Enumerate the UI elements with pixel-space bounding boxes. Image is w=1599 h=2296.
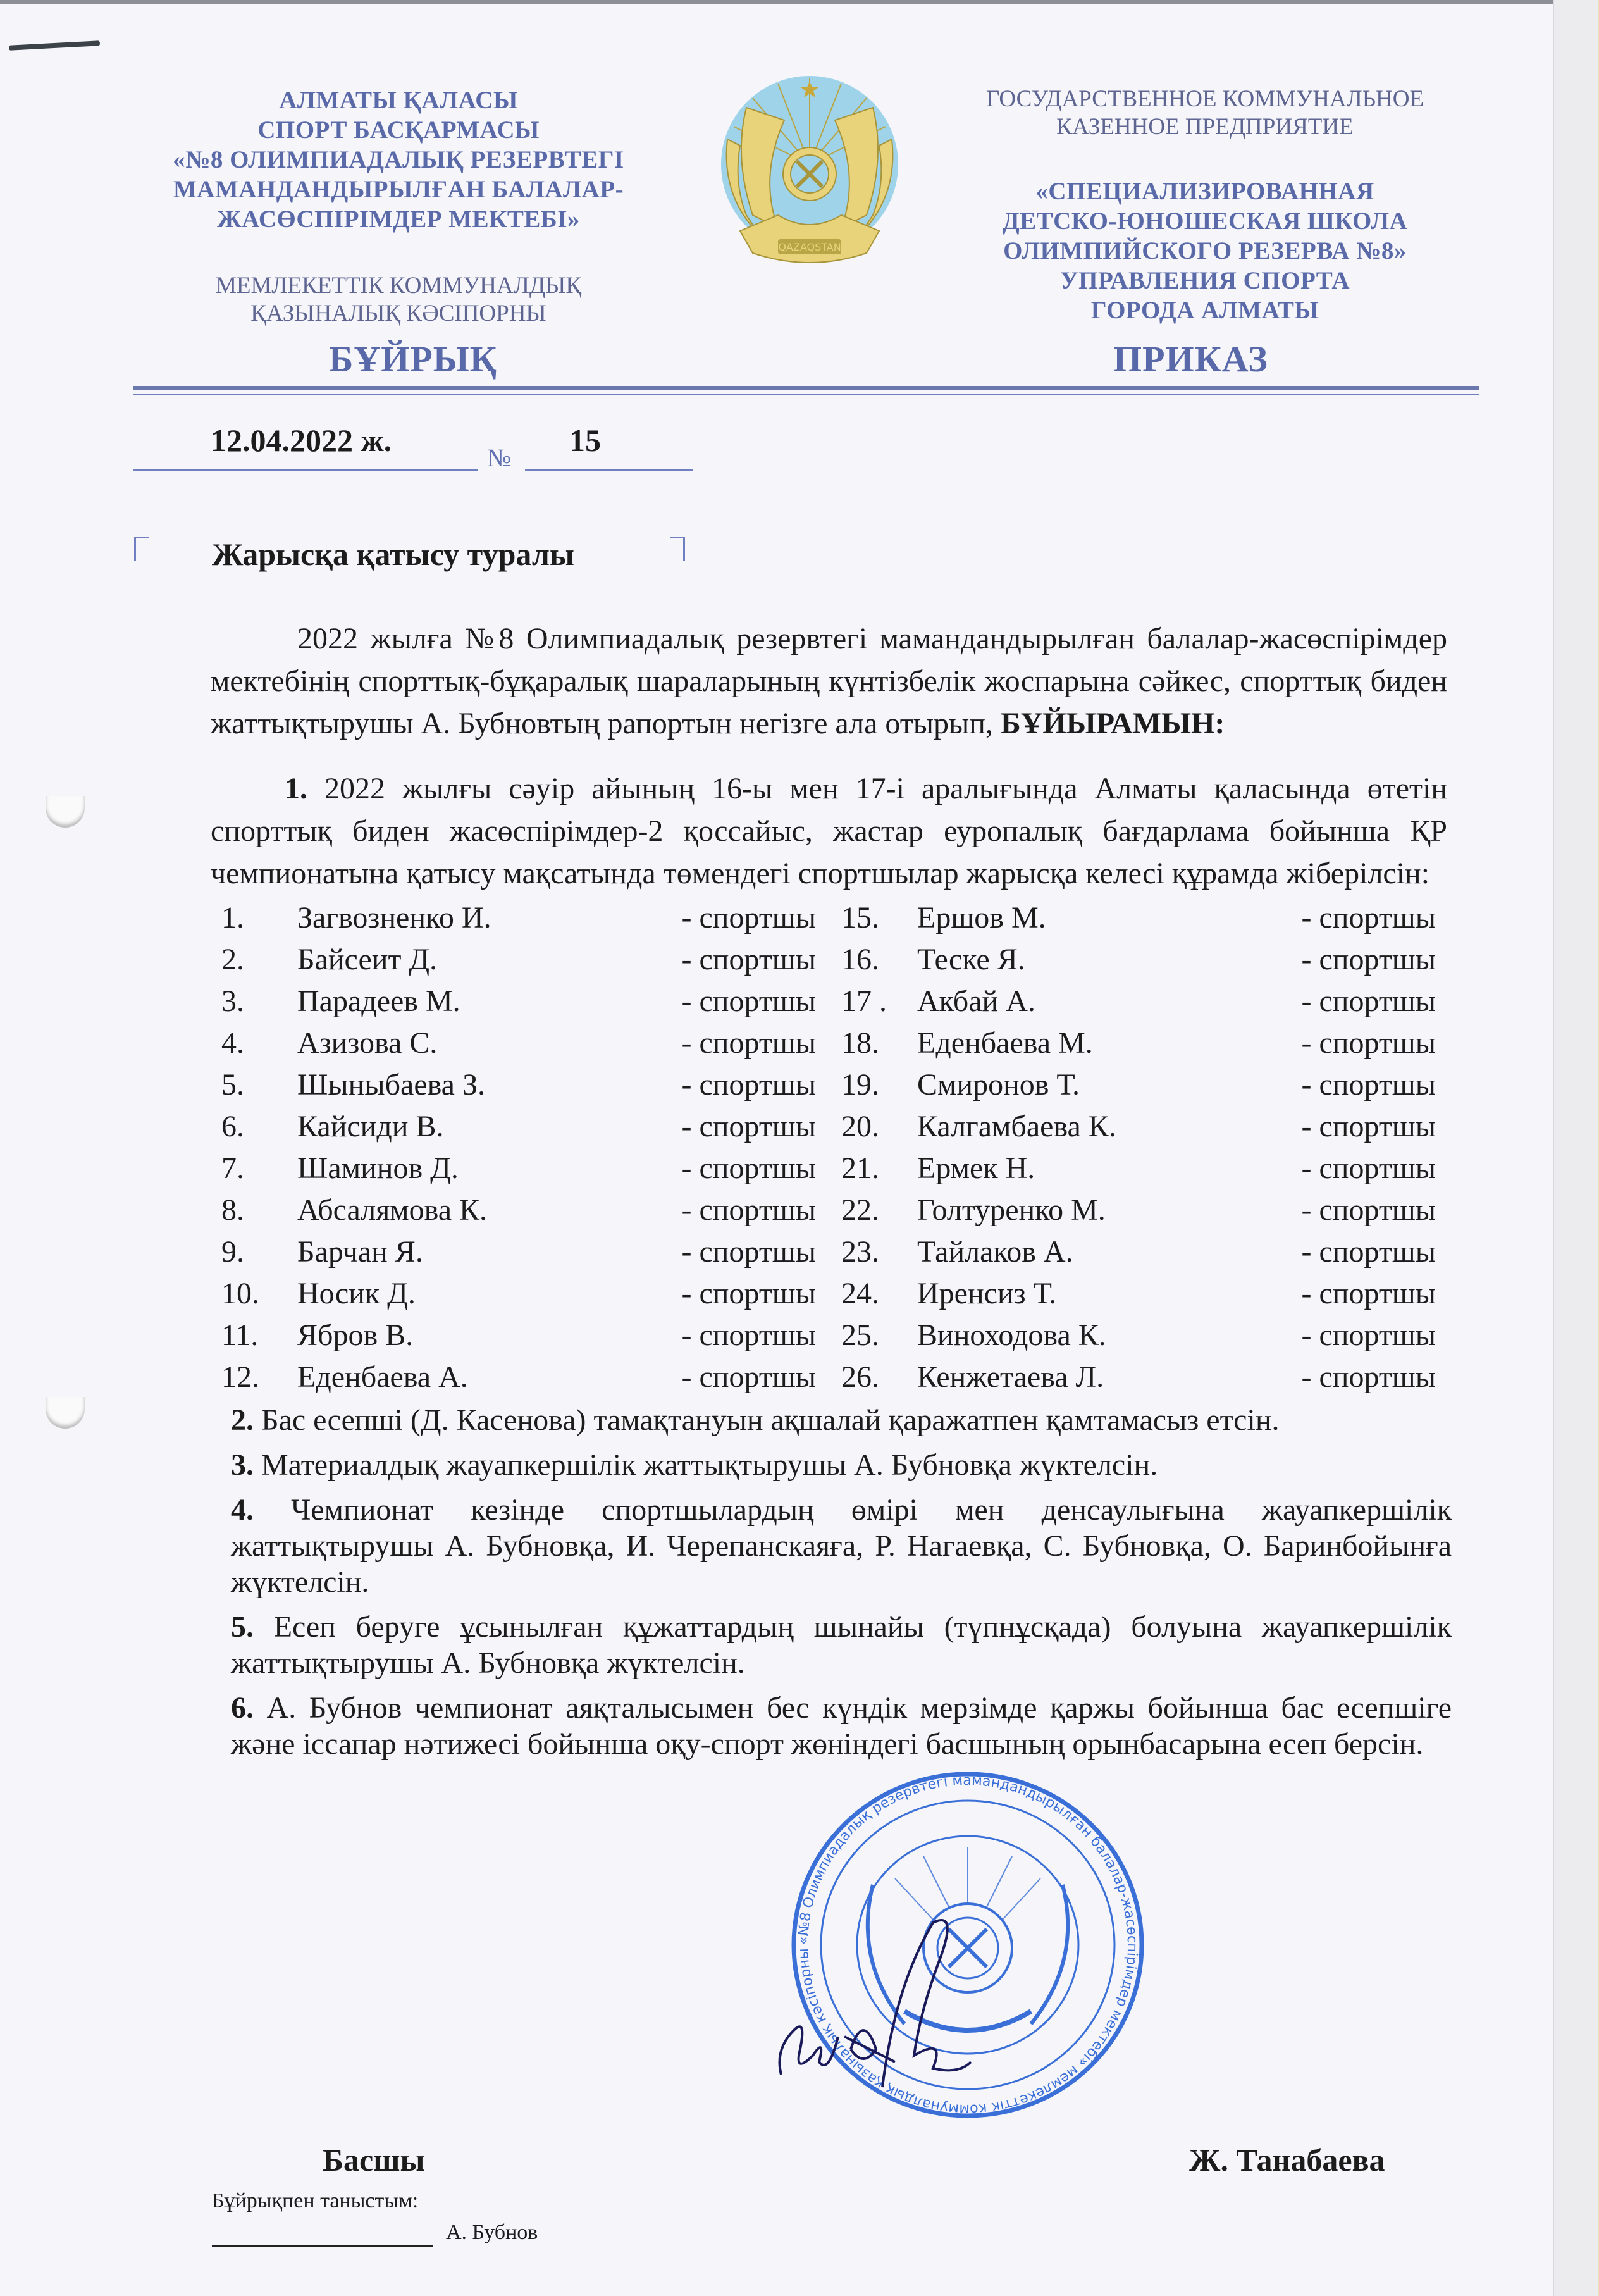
athlete-role: - спортшы	[1301, 1277, 1436, 1310]
athlete-number: 24.	[841, 1277, 879, 1310]
order-subject: Жарысқа қатысу туралы	[212, 537, 574, 572]
athlete-number: 18.	[841, 1026, 879, 1060]
letterhead-left	[158, 85, 639, 328]
athlete-number: 3.	[221, 984, 244, 1018]
clause-text: Чемпионат кезінде спортшылардың өмірі мен денсаулығына жауапкершілік жаттықтырушы А. Бубновқа, И. Черепанскаяға, Р. Нагаевқа, С. Бубновқа, О. Баринбойынға жүктелсін.	[231, 1493, 1452, 1599]
header-divider-group	[133, 386, 1479, 396]
athlete-name: Байсеит Д.	[297, 943, 438, 976]
athlete-row	[221, 1315, 816, 1356]
athlete-row	[841, 981, 1436, 1022]
athlete-role: - спортшы	[1301, 901, 1436, 934]
subject-bracket-left	[134, 537, 149, 561]
athlete-name: Ермек Н.	[917, 1151, 1035, 1185]
athlete-row	[841, 1273, 1436, 1315]
order-number: 15	[569, 423, 601, 458]
athlete-number: 26.	[841, 1360, 879, 1394]
clause-number: 1.	[285, 772, 307, 805]
athlete-number: 8.	[221, 1193, 244, 1227]
athlete-number: 15.	[841, 901, 879, 934]
athlete-number: 20.	[841, 1110, 879, 1143]
athlete-name: Смиронов Т.	[917, 1068, 1080, 1101]
org-line: АЛМАТЫ ҚАЛАСЫ	[279, 87, 518, 114]
clauses-list	[231, 1402, 1452, 1762]
athlete-name: Азизова С.	[297, 1026, 438, 1060]
athlete-row	[841, 939, 1436, 981]
athlete-name: Абсалямова К.	[297, 1193, 488, 1227]
athlete-role: - спортшы	[681, 1277, 816, 1310]
letterhead-right	[933, 85, 1477, 325]
athlete-name: Виноходова К.	[917, 1319, 1106, 1352]
acknowledgement-name: А. Бубнов	[446, 2221, 538, 2244]
clause-number: 6.	[231, 1691, 254, 1725]
clause-number: 2.	[231, 1403, 254, 1437]
athlete-number: 2.	[221, 943, 244, 976]
org-line: «СПЕЦИАЛИЗИРОВАННАЯ	[1035, 178, 1374, 205]
athlete-name: Носик Д.	[297, 1277, 416, 1310]
date-underline	[133, 469, 478, 471]
intro-paragraph	[211, 617, 1447, 745]
clause-text: Материалдық жауапкершілік жаттықтырушы А. Бубновқа жүктелсін.	[261, 1448, 1158, 1482]
header-divider-thin	[133, 394, 1479, 395]
clause-text: А. Бубнов чемпионат аяқталысымен бес күндік мерзімде қаржы бойынша бас есепшіге және іссапар нәтижесі бойынша оқу-спорт жөніндегі басшының орынбасарына есеп берсін.	[231, 1691, 1452, 1761]
athlete-role: - спортшы	[681, 1319, 816, 1352]
athlete-number: 22.	[841, 1193, 879, 1227]
number-underline	[525, 469, 693, 471]
subject-bracket-right	[670, 537, 685, 561]
clause-number: 5.	[231, 1610, 254, 1644]
athlete-row	[221, 981, 816, 1022]
org-line: МАМАНДАНДЫРЫЛҒАН БАЛАЛАР-	[173, 176, 624, 203]
athlete-number: 4.	[221, 1026, 244, 1060]
athlete-number: 21.	[841, 1151, 879, 1185]
org-line: СПОРТ БАСҚАРМАСЫ	[257, 116, 540, 144]
athlete-name: Кайсиди В.	[297, 1110, 444, 1143]
athlete-row	[841, 1315, 1436, 1356]
athlete-number: 1.	[221, 901, 244, 934]
org-line: ОЛИМПИЙСКОГО РЕЗЕРВА №8»	[1003, 237, 1407, 264]
athlete-role: - спортшы	[1301, 1360, 1436, 1394]
athlete-name: Тайлаков А.	[917, 1235, 1073, 1269]
org-line: УПРАВЛЕНИЯ СПОРТА	[1059, 267, 1350, 294]
athlete-row	[841, 1064, 1436, 1106]
emblem-text: QAZAQSTAN	[778, 241, 841, 253]
athlete-number: 9.	[221, 1235, 244, 1269]
athletes-column-left	[221, 897, 816, 1398]
clause-1	[211, 767, 1447, 895]
athlete-row	[221, 1273, 816, 1315]
clause-3	[231, 1447, 1452, 1483]
athlete-role: - спортшы	[681, 1110, 816, 1143]
org-line: ГОРОДА АЛМАТЫ	[1090, 297, 1319, 324]
athlete-role: - спортшы	[1301, 1319, 1436, 1352]
acknowledgement-label: Бұйрықпен таныстым:	[212, 2189, 419, 2212]
athlete-row	[841, 897, 1436, 939]
athlete-row	[221, 897, 816, 939]
org-type-line: ҚАЗЫНАЛЫҚ КӘСІПОРНЫ	[250, 301, 546, 326]
clause-number: 4.	[231, 1493, 254, 1527]
org-line: ДЕТСКО-ЮНОШЕСКАЯ ШКОЛА	[1002, 208, 1408, 235]
athlete-row	[221, 1106, 816, 1148]
intro-text: 2022 жылға №8 Олимпиадалық резервтегі мамандандырылған балалар-жасөспірімдер мектебінің спорттық-бұқаралық шараларының күнтізбелік жоспарына сәйкес, спорттық биден жаттықтырушы А. Бубновтың рапортын негізге ала отырып,	[211, 622, 1447, 740]
clause-number: 3.	[231, 1448, 254, 1482]
signatory-name: Ж. Танабаева	[1189, 2142, 1385, 2178]
athlete-row	[841, 1106, 1436, 1148]
state-emblem-icon	[708, 70, 911, 278]
athlete-role: - спортшы	[681, 943, 816, 976]
athlete-name: Теске Я.	[917, 943, 1025, 976]
command-word: БҰЙЫРАМЫН:	[1000, 707, 1225, 740]
athlete-row	[841, 1022, 1436, 1064]
athlete-role: - спортшы	[681, 1026, 816, 1060]
org-line: ЖАСӨСПІРІМДЕР МЕКТЕБІ»	[217, 206, 580, 233]
athlete-row	[221, 1022, 816, 1064]
athlete-number: 7.	[221, 1151, 244, 1185]
athlete-row	[841, 1231, 1436, 1273]
athletes-column-right	[841, 897, 1436, 1398]
org-type-line: МЕМЛЕКЕТТІК КОММУНАЛДЫҚ	[215, 273, 582, 299]
athlete-row	[221, 1231, 816, 1273]
athlete-name: Голтуренко М.	[917, 1193, 1106, 1227]
athlete-number: 17 .	[841, 984, 887, 1018]
handwritten-signature	[769, 1910, 984, 2106]
athlete-number: 16.	[841, 943, 879, 976]
athlete-number: 23.	[841, 1235, 879, 1269]
athlete-role: - спортшы	[1301, 984, 1436, 1018]
athlete-number: 5.	[221, 1068, 244, 1101]
clause-2	[231, 1402, 1452, 1438]
order-date: 12.04.2022 ж.	[211, 423, 392, 458]
athlete-name: Загвозненко И.	[297, 901, 491, 934]
athlete-role: - спортшы	[1301, 943, 1436, 976]
athlete-row	[221, 1356, 816, 1398]
athlete-role: - спортшы	[681, 1193, 816, 1227]
clause-6	[231, 1690, 1452, 1762]
acknowledgement-signature-line	[212, 2245, 433, 2247]
athlete-row	[221, 1064, 816, 1106]
athlete-name: Шаминов Д.	[297, 1151, 459, 1185]
athlete-row	[841, 1148, 1436, 1189]
athlete-number: 25.	[841, 1319, 879, 1352]
clause-4	[231, 1492, 1452, 1600]
athlete-role: - спортшы	[681, 1360, 816, 1394]
athlete-role: - спортшы	[681, 901, 816, 934]
document-type-ru: ПРИКАЗ	[1113, 338, 1268, 380]
athlete-role: - спортшы	[681, 1068, 816, 1101]
signature-block	[0, 1771, 1553, 2178]
acknowledgement-block	[212, 2188, 1553, 2271]
athlete-number: 12.	[221, 1360, 259, 1394]
athlete-name: Кенжетаева Л.	[917, 1360, 1104, 1394]
athlete-role: - спортшы	[681, 1151, 816, 1185]
athlete-role: - спортшы	[1301, 1110, 1436, 1143]
athlete-role: - спортшы	[1301, 1193, 1436, 1227]
athlete-role: - спортшы	[1301, 1068, 1436, 1101]
athlete-row	[841, 1356, 1436, 1398]
athlete-number: 19.	[841, 1068, 879, 1101]
date-number-row	[0, 421, 1553, 491]
athlete-name: Иренсиз Т.	[917, 1277, 1057, 1310]
clause-5	[231, 1609, 1452, 1681]
org-type-line: ГОСУДАРСТВЕННОЕ КОММУНАЛЬНОЕ	[985, 86, 1424, 112]
letterhead	[0, 70, 1553, 386]
clause-text: 2022 жылғы сәуір айының 16-ы мен 17-і аралығында Алматы қаласында өтетін спорттық биден жасөспірімдер-2 қоссайыс, жастар еуропалық бағдарлама бойынша ҚР чемпионатына қатысу мақсатында төмендегі спортшылар жарысқа келесі құрамда жіберілсін:	[211, 772, 1448, 890]
athlete-row	[221, 1189, 816, 1231]
athlete-role: - спортшы	[1301, 1151, 1436, 1185]
athletes-list	[221, 897, 1436, 1398]
athlete-number: 11.	[221, 1319, 259, 1352]
scan-right-margin	[1553, 0, 1599, 2296]
athlete-role: - спортшы	[1301, 1235, 1436, 1269]
athlete-name: Акбай А.	[917, 984, 1035, 1018]
athlete-name: Парадеев М.	[297, 984, 460, 1018]
document-type-kz: БҰЙРЫҚ	[329, 338, 497, 380]
athlete-row	[221, 939, 816, 981]
org-type-line: КАЗЕННОЕ ПРЕДПРИЯТИЕ	[1056, 114, 1354, 140]
athlete-role: - спортшы	[1301, 1026, 1436, 1060]
athlete-name: Ябров В.	[297, 1319, 414, 1352]
athlete-row	[841, 1189, 1436, 1231]
athlete-name: Калгамбаева К.	[917, 1110, 1116, 1143]
athlete-name: Еденбаева М.	[917, 1026, 1093, 1060]
clause-text: Бас есепші (Д. Касенова) тамақтануын ақшалай қаражатпен қамтамасыз етсін.	[261, 1403, 1280, 1437]
athlete-name: Ершов М.	[917, 901, 1046, 934]
org-line: «№8 ОЛИМПИАДАЛЫҚ РЕЗЕРВТЕГІ	[173, 146, 624, 173]
athlete-row	[221, 1148, 816, 1189]
athlete-name: Барчан Я.	[297, 1235, 423, 1269]
athlete-role: - спортшы	[681, 984, 816, 1018]
athlete-number: 6.	[221, 1110, 244, 1143]
athlete-role: - спортшы	[681, 1235, 816, 1269]
number-sign: №	[487, 444, 512, 472]
signatory-title: Басшы	[323, 2142, 425, 2178]
stamp-text: «№8 Олимпиадалық резервтегі мамандандырылған балалар-жасөспірімдер мектебі» мемлекеттік коммуналдық қазыналық кәсіпорны	[795, 1772, 1140, 2118]
athlete-number: 10.	[221, 1277, 259, 1310]
athlete-name: Еденбаева А.	[297, 1360, 468, 1394]
athlete-name: Шыныбаева З.	[297, 1068, 486, 1101]
clause-text: Есеп беруге ұсынылған құжаттардың шынайы (түпнұсқада) болуына жауапкершілік жаттықтырушы А. Бубновқа жүктелсін.	[231, 1610, 1452, 1680]
header-divider	[133, 386, 1479, 390]
subject-row	[0, 535, 1553, 586]
